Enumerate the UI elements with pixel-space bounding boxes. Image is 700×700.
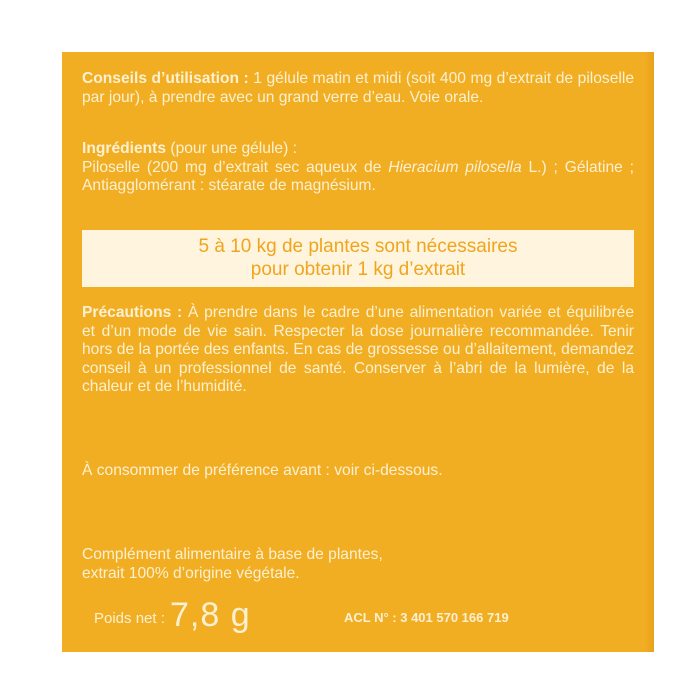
acl-code: ACL N° : 3 401 570 166 719	[344, 610, 509, 625]
net-weight-label: Poids net :	[94, 610, 165, 627]
highlight-line-2: pour obtenir 1 kg d’extrait	[250, 258, 466, 280]
label-panel	[62, 52, 654, 652]
ingredients-label-suffix: (pour une gélule) :	[166, 140, 297, 157]
footer-row	[82, 598, 634, 638]
precautions-label: Précautions :	[82, 304, 183, 321]
ingredients-section	[82, 140, 634, 196]
supplement-statement	[82, 546, 634, 583]
usage-section	[82, 70, 634, 107]
ingredients-line-end: L.) ; Gélatine ; Antiagglomérant : stéarate de magnésium.	[82, 158, 634, 195]
ingredients-latin-name: Hieracium pilosella	[388, 158, 522, 176]
best-before-text: À consommer de préférence avant : voir ci-dessous.	[82, 462, 443, 479]
usage-text: 1 gélule matin et midi (soit 400 mg d’extrait de piloselle par jour), à prendre avec un grand verre d’eau. Voie orale.	[82, 70, 634, 106]
supplement-line-1: Complément alimentaire à base de plantes,	[82, 546, 383, 563]
net-weight-value: 7,8 g	[170, 596, 251, 634]
ingredients-line-start: Piloselle (200 mg d’extrait sec aqueux de	[82, 158, 389, 176]
highlight-band	[82, 230, 634, 287]
precautions-section	[82, 304, 634, 397]
ingredients-label: Ingrédients	[82, 140, 167, 157]
supplement-line-2: extrait 100% d’origine végétale.	[82, 564, 300, 582]
usage-label: Conseils d’utilisation :	[82, 70, 249, 87]
precautions-text: À prendre dans le cadre d’une alimentation variée et équilibrée et d’un mode de vie sain. Respecter la dose journalière recommandée. Tenir hors de la portée des enfants. En cas de grossesse ou d’allaitement, demandez conseil à un professionnel de santé. Conserver à l’abri de la lumière, de la chaleur et de l’humidité.	[82, 304, 634, 396]
highlight-line-1: 5 à 10 kg de plantes sont nécessaires	[198, 236, 518, 257]
